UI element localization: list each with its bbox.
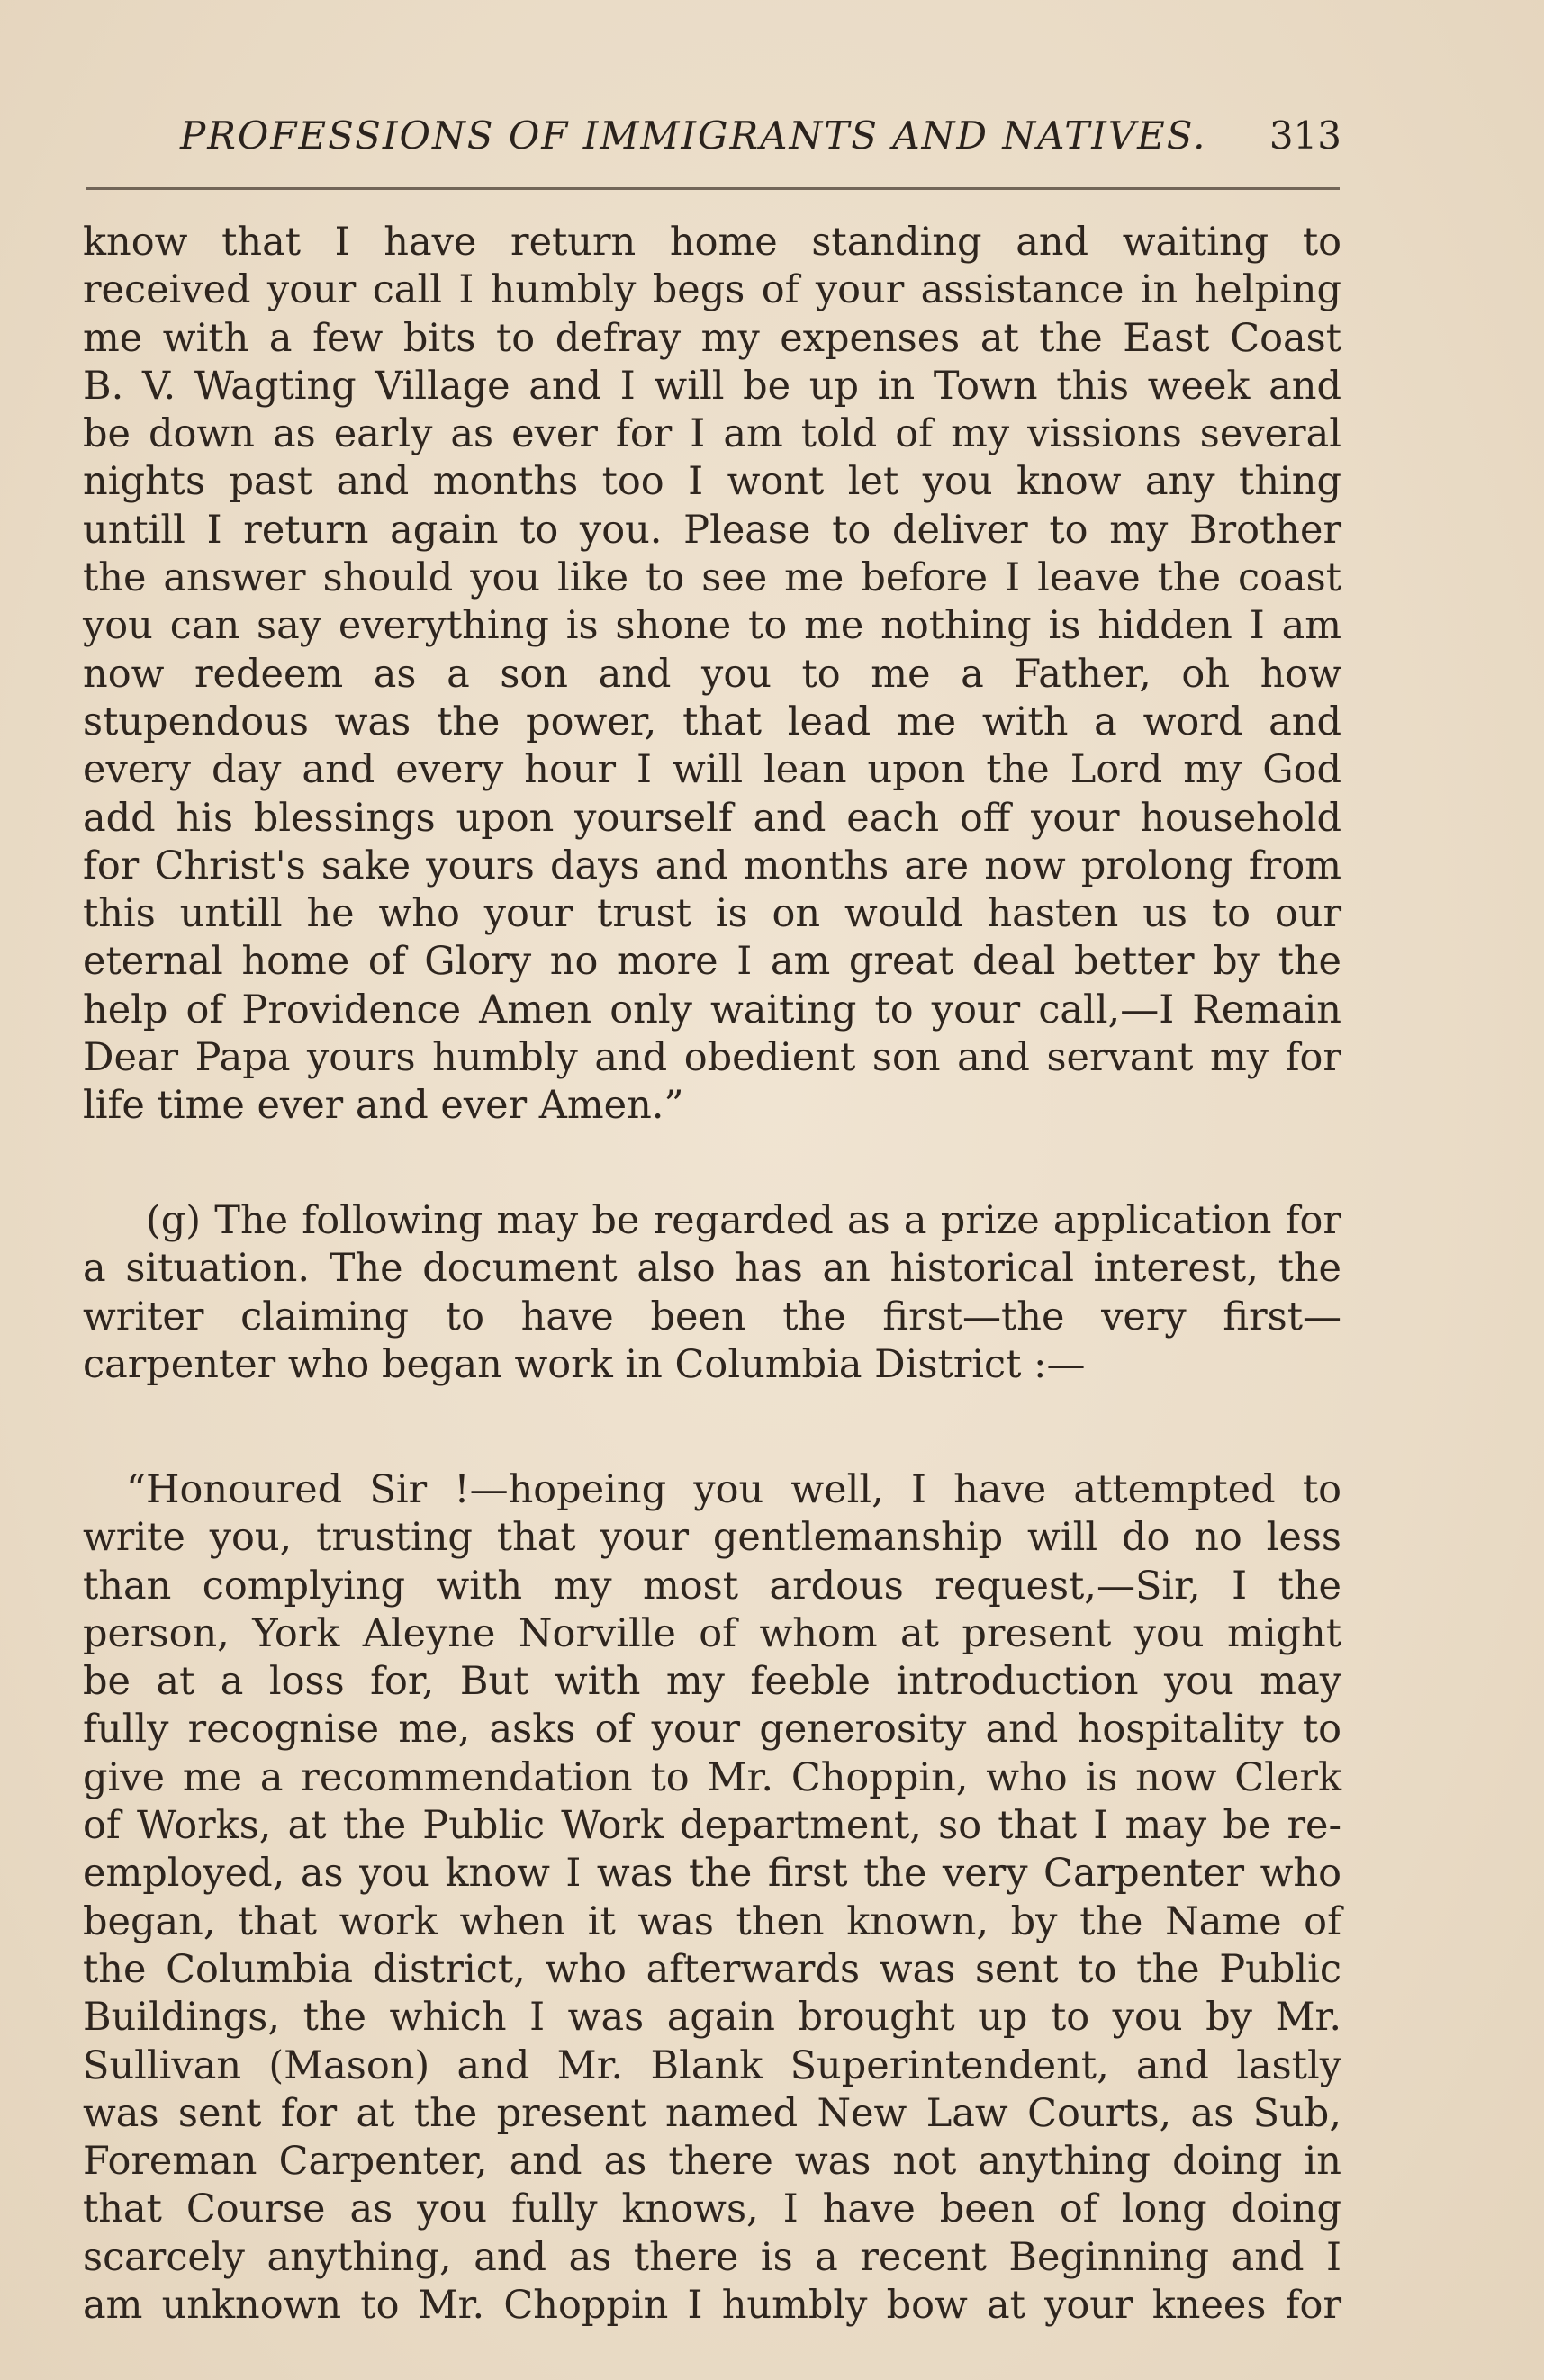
text-line: life time ever and ever Amen.” bbox=[83, 1083, 684, 1129]
text-line: be at a loss for, But with my feeble introduction you may bbox=[83, 1659, 1341, 1705]
text-line: eternal home of Glory no more I am great deal better by the bbox=[83, 939, 1341, 985]
text-line: than complying with my most ardous request,—Sir, I the bbox=[83, 1563, 1341, 1609]
text-line: Dear Papa yours humbly and obedient son and servant my for bbox=[83, 1035, 1341, 1081]
text-line: this untill he who your trust is on would hasten us to our bbox=[83, 891, 1341, 937]
text-line: that Course as you fully knows, I have been of long doing bbox=[83, 2186, 1341, 2232]
text-line: help of Providence Amen only waiting to your call,—I Remain bbox=[83, 987, 1341, 1032]
running-title: PROFESSIONS OF IMMIGRANTS AND NATIVES. bbox=[180, 113, 1207, 158]
text-line: me with a few bits to defray my expenses at the East Coast bbox=[83, 315, 1341, 361]
section-g-paragraph bbox=[83, 1197, 1341, 1389]
text-line: the Columbia district, who afterwards was sent to the Public bbox=[83, 1946, 1341, 1992]
text-line: the answer should you like to see me before I leave the coast bbox=[83, 555, 1341, 601]
text-line: fully recognise me, asks of your generosity and hospitality to bbox=[83, 1707, 1341, 1753]
text-line: give me a recommendation to Mr. Choppin, who is now Clerk bbox=[83, 1754, 1341, 1800]
text-line: you can say everything is shone to me nothing is hidden I am bbox=[83, 603, 1341, 649]
text-line: know that I have return home standing and waiting to bbox=[83, 220, 1341, 265]
text-line: a situation. The document also has an historical interest, the bbox=[83, 1246, 1341, 1292]
text-line: “Honoured Sir !—hopeing you well, I have attempted to bbox=[126, 1467, 1341, 1512]
text-line: write you, trusting that your gentlemanship will do no less bbox=[83, 1515, 1341, 1561]
text-line: of Works, at the Public Work department, so that I may be re- bbox=[83, 1803, 1341, 1849]
text-line: employed, as you know I was the first the very Carpenter who bbox=[83, 1851, 1341, 1897]
text-line: every day and every hour I will lean upon the Lord my God bbox=[83, 747, 1341, 793]
text-line: am unknown to Mr. Choppin I humbly bow at your knees for bbox=[83, 2283, 1341, 2329]
text-line: received your call I humbly begs of your assistance in helping bbox=[83, 267, 1341, 313]
text-line: Buildings, the which I was again brought up to you by Mr. bbox=[83, 1995, 1341, 2041]
text-line: scarcely anything, and as there is a recent Beginning and I bbox=[83, 2234, 1341, 2280]
text-line: Foreman Carpenter, and as there was not anything doing in bbox=[83, 2139, 1341, 2185]
text-line: for Christ's sake yours days and months are now prolong from bbox=[83, 843, 1341, 888]
text-line: carpenter who began work in Columbia District :— bbox=[83, 1341, 1086, 1387]
text-line: writer claiming to have been the first—the very first— bbox=[83, 1294, 1341, 1339]
page-header bbox=[180, 113, 1341, 167]
text-line: was sent for at the present named New Law Courts, as Sub, bbox=[83, 2090, 1341, 2136]
application-letter bbox=[83, 1466, 1341, 2330]
text-line: B. V. Wagting Village and I will be up in Town this week and bbox=[83, 363, 1341, 409]
text-line: stupendous was the power, that lead me with a word and bbox=[83, 699, 1341, 744]
header-rule bbox=[86, 187, 1340, 190]
text-line: nights past and months too I wont let you know any thing bbox=[83, 459, 1341, 505]
text-line: untill I return again to you. Please to deliver to my Brother bbox=[83, 507, 1341, 553]
page-number: 313 bbox=[1269, 113, 1341, 158]
text-line: person, York Aleyne Norville of whom at present you might bbox=[83, 1610, 1341, 1656]
text-line: add his blessings upon yourself and each off your household bbox=[83, 795, 1341, 841]
text-line: be down as early as ever for I am told of my vissions several bbox=[83, 411, 1341, 457]
text-line: began, that work when it was then known, by the Name of bbox=[83, 1898, 1341, 1944]
text-line: Sullivan (Mason) and Mr. Blank Superintendent, and lastly bbox=[83, 2042, 1341, 2088]
text-line: now redeem as a son and you to me a Father, oh how bbox=[83, 651, 1341, 697]
text-line: (g) The following may be regarded as a prize application for bbox=[146, 1198, 1341, 1243]
letter-continuation bbox=[83, 219, 1341, 1131]
